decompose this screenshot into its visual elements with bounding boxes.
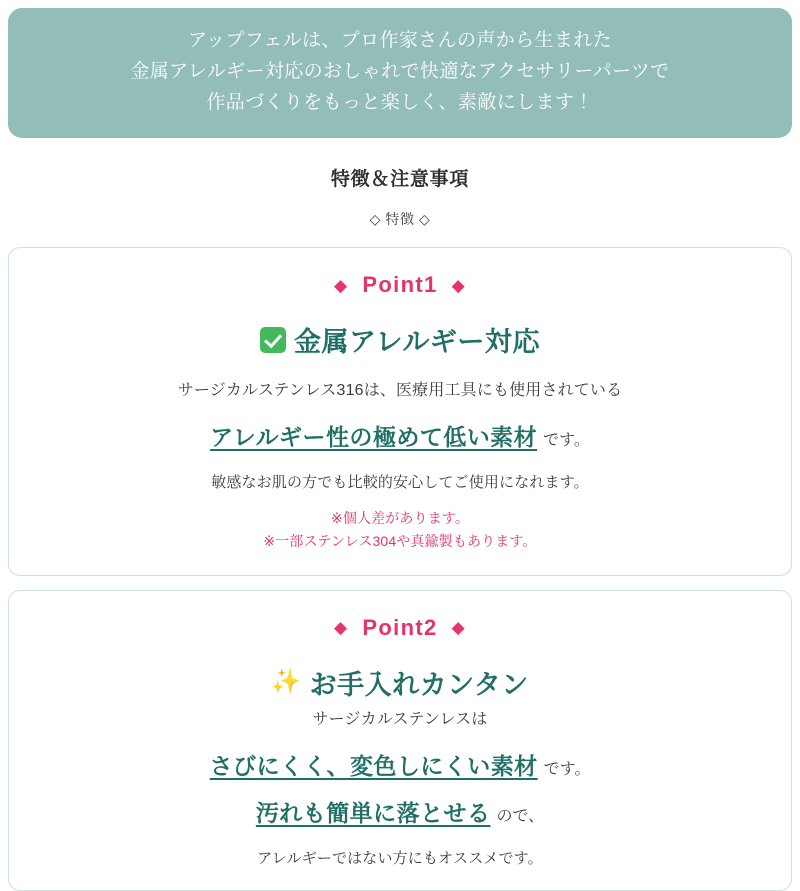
diamond-left-icon: ◆: [334, 618, 349, 638]
point1-emphasis-tail: です。: [543, 432, 590, 450]
diamond-left-icon: ◆: [334, 275, 349, 295]
hero-banner: [8, 8, 792, 138]
point2-label-row: [29, 615, 771, 641]
point-card-1: [8, 247, 792, 575]
point-card-2: [8, 590, 792, 891]
point1-note-2: ※一部ステンレス304や真鍮製もあります。: [263, 532, 537, 549]
section-subtitle: ◇ 特徴 ◇: [369, 211, 431, 228]
hero-line-2: 金属アレルギー対応のおしゃれで快適なアクセサリーパーツで: [130, 60, 670, 82]
point2-emphasis-2-tail: ので、: [496, 807, 545, 825]
hero-line-3: 作品づくりをもっと楽しく、素敵にします！: [206, 91, 594, 113]
diamond-right-icon: ◆: [451, 618, 466, 638]
point1-headline: 金属アレルギー対応: [293, 327, 541, 358]
point1-line-1: サージカルステンレス316は、医療用工具にも使用されている: [177, 382, 623, 400]
diamond-right-icon: ◆: [451, 275, 466, 295]
hero-line-1: アップフェルは、プロ作家さんの声から生まれた: [187, 30, 613, 51]
point1-line-2: 敏感なお肌の方でも比較的安心してご使用になれます。: [211, 474, 589, 492]
point2-emphasis-row-1: [29, 748, 771, 781]
product-feature-page: [0, 8, 800, 867]
point1-label-row: [29, 272, 771, 298]
point1-note-1: ※個人差があります。: [330, 509, 469, 526]
green-check-icon: [260, 327, 286, 353]
section-title: 特徴＆注意事項: [330, 169, 470, 191]
point1-notes: [29, 507, 771, 553]
point2-headline: お手入れカンタン: [309, 669, 529, 700]
point2-emphasis-1-tail: です。: [543, 760, 591, 778]
point2-line-2: アレルギーではない方にもオススメです。: [257, 849, 543, 867]
point1-label: Point1: [362, 272, 438, 298]
point2-line-1: サージカルステンレスは: [312, 710, 488, 728]
point1-emphasis-row: [29, 419, 771, 452]
point2-headline-row: [29, 663, 771, 702]
sparkles-icon: ✨: [271, 668, 302, 696]
point2-emphasis-1: さびにくく、変色しにくい素材: [209, 752, 538, 779]
point1-headline-row: [29, 320, 771, 359]
point2-label: Point2: [362, 614, 438, 640]
point1-emphasis: アレルギー性の極めて低い素材: [210, 424, 538, 451]
point2-emphasis-2: 汚れも簡単に落とせる: [255, 799, 491, 826]
